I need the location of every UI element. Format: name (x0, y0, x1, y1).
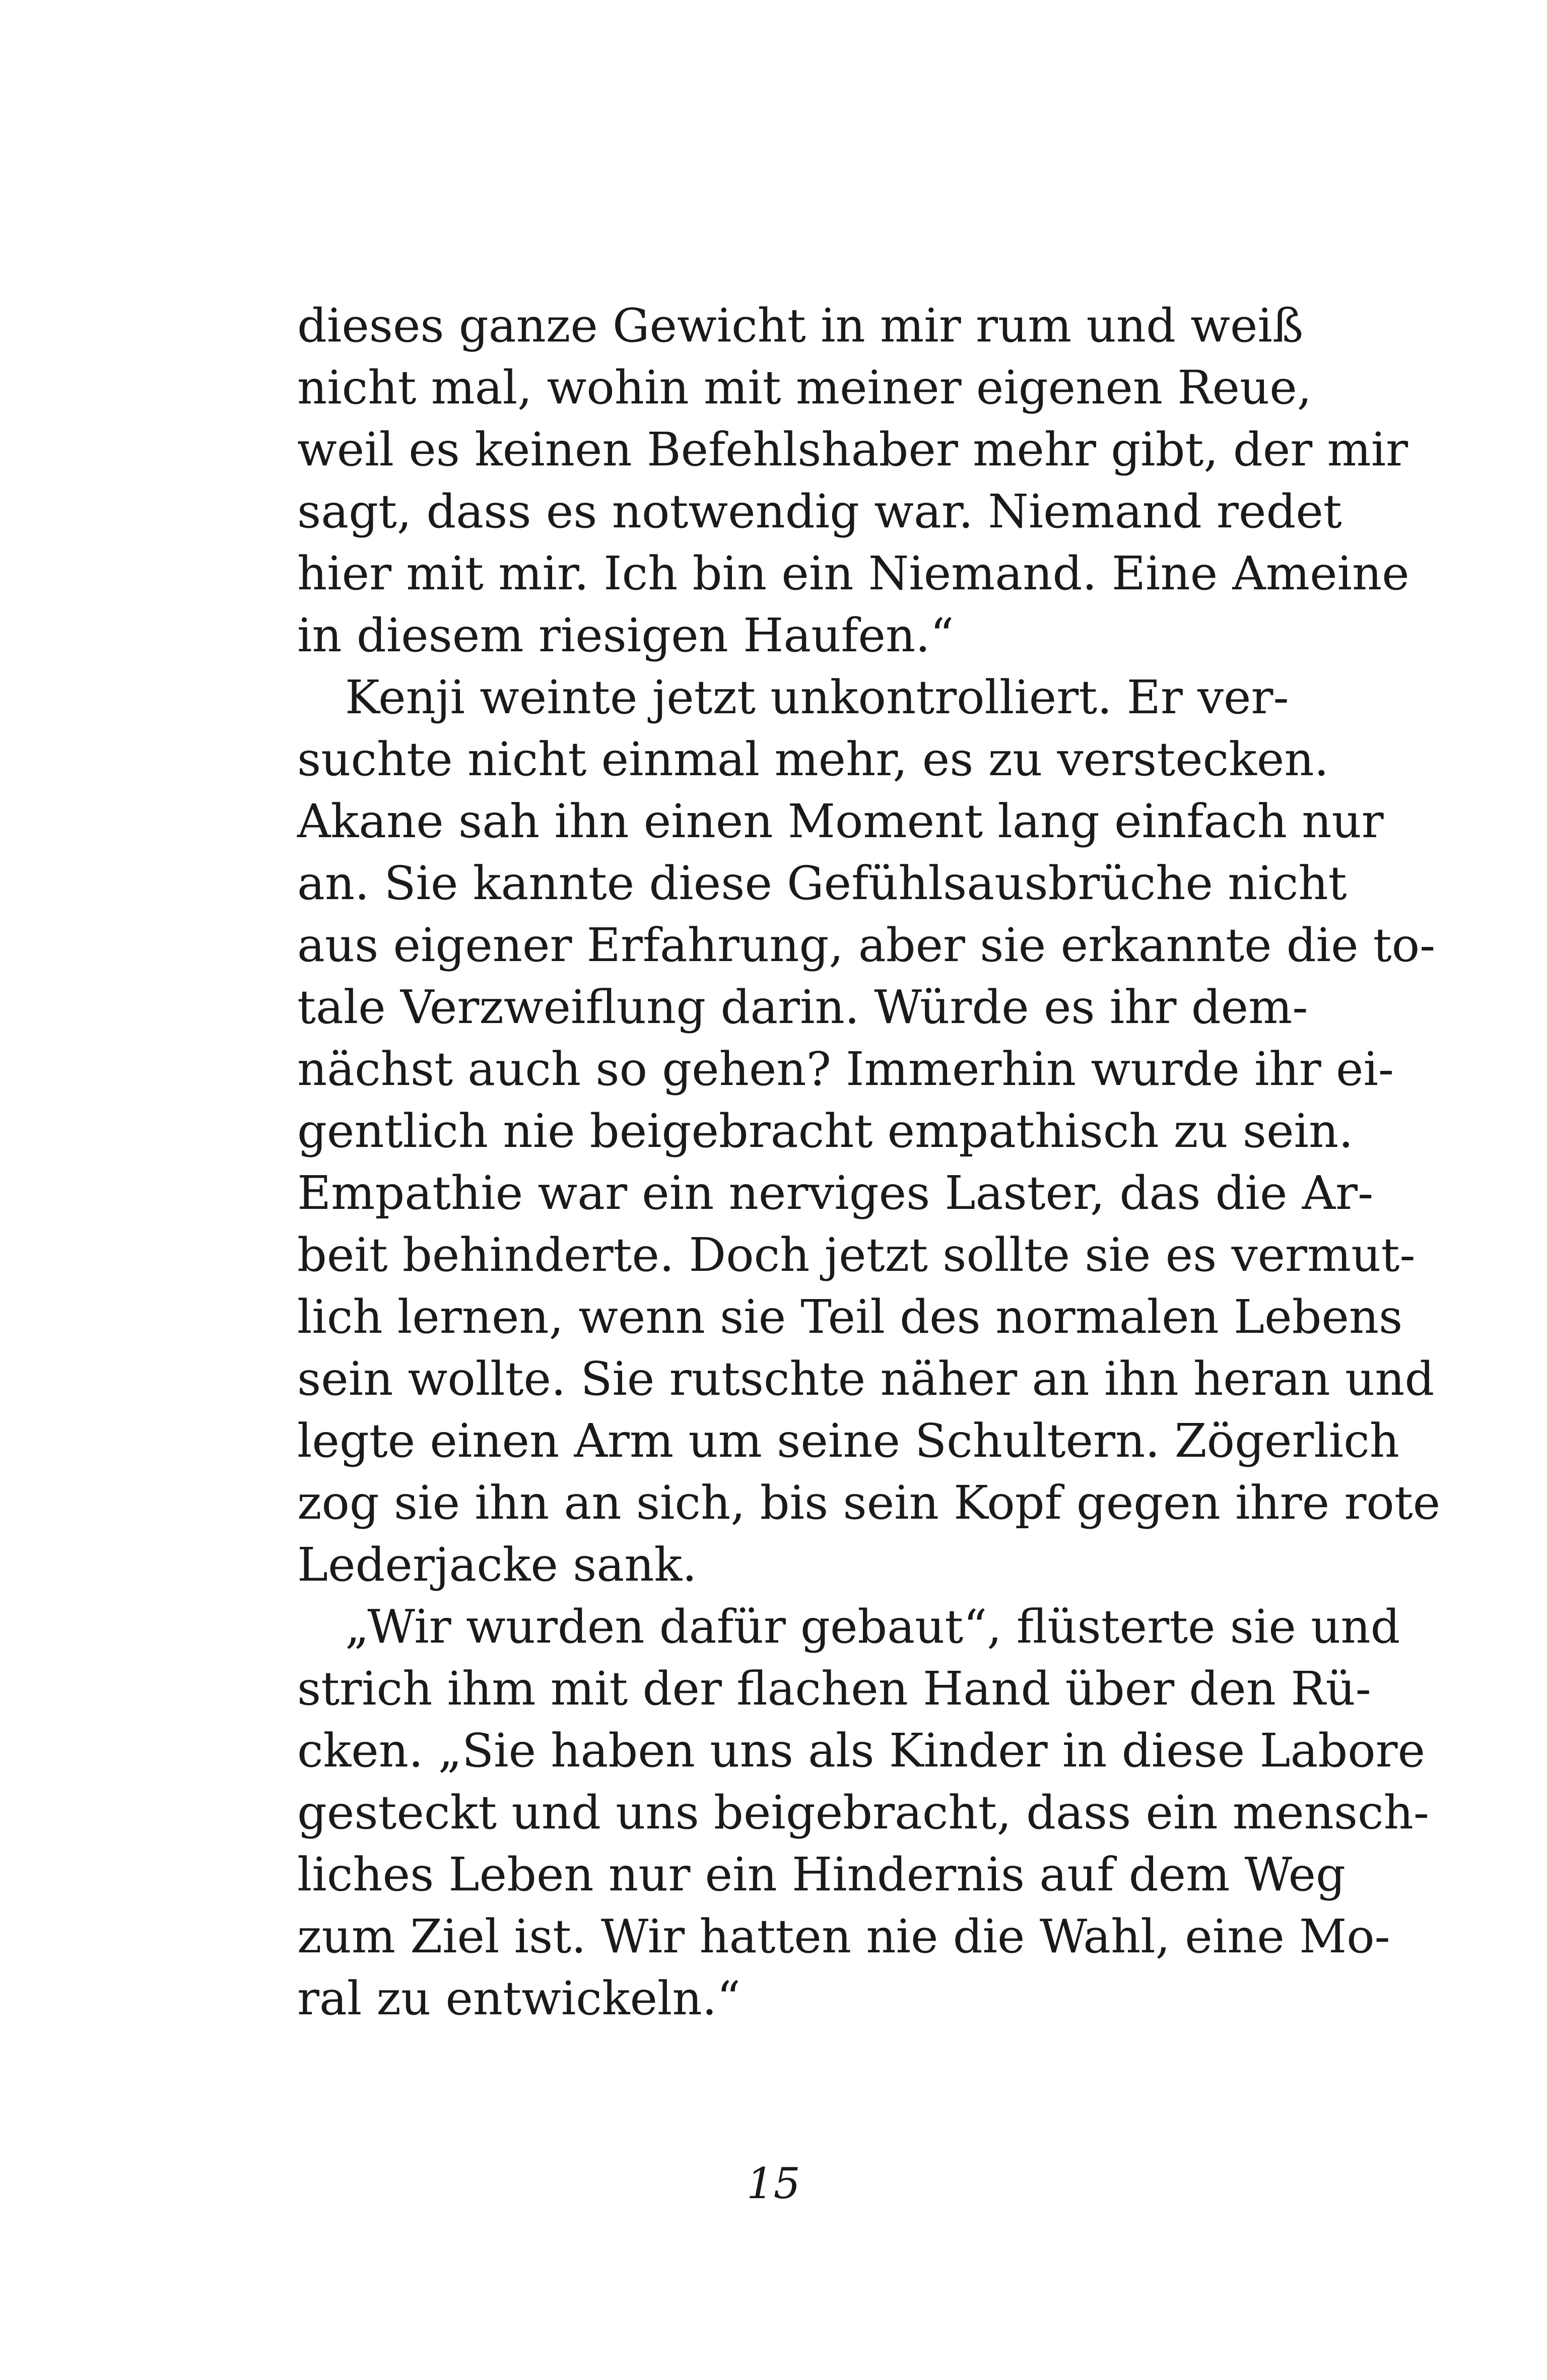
paragraph (297, 295, 1409, 666)
body-text (297, 295, 1441, 2029)
text-line: hier mit mir. Ich bin ein Niemand. Eine Ameine (297, 547, 1409, 600)
text-line: gesteckt und uns beigebracht, dass ein mensch- (297, 1786, 1429, 1840)
text-line: strich ihm mit der flachen Hand über den Rü- (297, 1662, 1371, 1716)
text-line: cken. „Sie haben uns als Kinder in diese Labore (297, 1724, 1426, 1778)
text-line: legte einen Arm um seine Schultern. Zögerlich (297, 1414, 1400, 1468)
text-line: tale Verzweiflung darin. Würde es ihr dem- (297, 980, 1308, 1034)
text-line: nächst auch so gehen? Immerhin wurde ihr ei- (297, 1042, 1394, 1096)
text-line: sein wollte. Sie rutschte näher an ihn heran und (297, 1352, 1435, 1406)
page-number: 15 (747, 2159, 800, 2208)
text-line: in diesem riesigen Haufen.“ (297, 608, 954, 662)
text-line: liches Leben nur ein Hindernis auf dem Weg (297, 1848, 1346, 1901)
text-line: zog sie ihn an sich, bis sein Kopf gegen ihre rote (297, 1476, 1441, 1530)
text-line: nicht mal, wohin mit meiner eigenen Reue, (297, 361, 1312, 415)
text-line: dieses ganze Gewicht in mir rum und weiß (297, 299, 1304, 353)
text-line: Empathie war ein nerviges Laster, das die Ar- (297, 1166, 1374, 1220)
paragraph (297, 666, 1441, 1596)
text-line: an. Sie kannte diese Gefühlsausbrüche nicht (297, 856, 1347, 910)
text-line: aus eigener Erfahrung, aber sie erkannte die to- (297, 918, 1436, 972)
text-line: Kenji weinte jetzt unkontrolliert. Er ver- (345, 670, 1289, 724)
text-line: beit behinderte. Doch jetzt sollte sie es vermut- (297, 1228, 1416, 1282)
text-line: ral zu entwickeln.“ (297, 1971, 741, 2025)
text-line: lich lernen, wenn sie Teil des normalen Lebens (297, 1290, 1403, 1344)
text-line: sagt, dass es notwendig war. Niemand redet (297, 485, 1342, 538)
text-line: „Wir wurden dafür gebaut“, flüsterte sie und (345, 1600, 1400, 1654)
text-line: weil es keinen Befehlshaber mehr gibt, der mir (297, 423, 1408, 477)
paragraph (297, 1596, 1429, 2029)
text-line: Akane sah ihn einen Moment lang einfach nur (297, 794, 1384, 848)
text-line: Lederjacke sank. (297, 1538, 697, 1592)
text-line: zum Ziel ist. Wir hatten nie die Wahl, eine Mo- (297, 1910, 1390, 1963)
text-line: gentlich nie beigebracht empathisch zu sein. (297, 1104, 1354, 1158)
text-line: suchte nicht einmal mehr, es zu verstecken. (297, 732, 1329, 786)
